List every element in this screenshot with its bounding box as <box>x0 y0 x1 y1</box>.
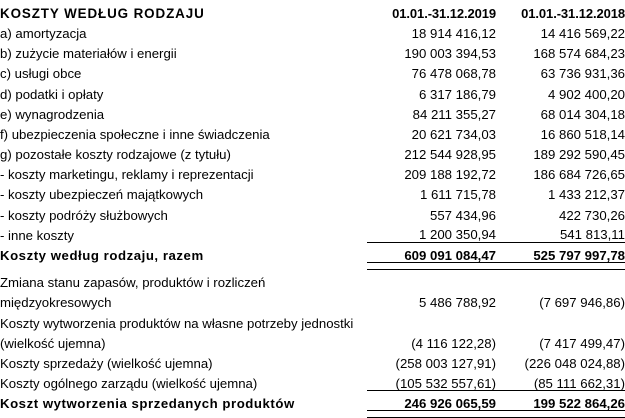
table-row <box>0 141 625 161</box>
row-label: - koszty ubezpieczeń majątkowych <box>0 187 204 203</box>
row-label: f) ubezpieczenia społeczne i inne świadczenia <box>0 126 270 142</box>
adjustment-label-line2: międzyokresowych <box>0 295 112 311</box>
total-row-costs-by-type <box>0 242 625 262</box>
adjustment-row-line1 <box>0 310 625 330</box>
row-value-2018: 1 433 212,37 <box>547 187 625 203</box>
row-label: - inne koszty <box>0 227 75 243</box>
row-label: g) pozostałe koszty rodzajowe (z tytułu) <box>0 147 231 163</box>
row-label: b) zużycie materiałów i energii <box>0 46 177 62</box>
row-value-2019: (258 003 127,91) <box>395 355 496 371</box>
row-value-2018: 16 860 518,14 <box>540 126 625 142</box>
total-value-2019: 609 091 084,47 <box>367 242 496 262</box>
row-value-2018: 541 813,11 <box>559 227 625 243</box>
adjustment-blank-2018 <box>496 310 625 330</box>
adjustment-row-selling-costs <box>0 350 625 370</box>
table-row <box>0 81 625 101</box>
rule-2019 <box>367 262 496 269</box>
adjustment-row-own-production <box>0 330 625 350</box>
adjustment-blank-2019 <box>367 310 496 330</box>
row-value-2019: 190 003 394,53 <box>404 46 496 62</box>
final-total-double-rule <box>0 411 625 418</box>
table-row <box>0 20 625 40</box>
row-value-2019: 557 434,96 <box>429 207 496 223</box>
row-value-2018: 189 292 590,45 <box>533 147 625 163</box>
row-label: - koszty podróży służbowych <box>0 207 168 223</box>
total-row-cost-of-goods-sold <box>0 390 625 410</box>
row-value-2019: 209 188 192,72 <box>404 167 496 183</box>
adjustment-label-line2: (wielkość ujemna) <box>0 335 106 351</box>
table-row <box>0 60 625 80</box>
row-label: Koszty ogólnego zarządu (wielkość ujemna) <box>0 376 258 392</box>
rule-2018 <box>496 262 625 269</box>
total-value-2018: 525 797 997,78 <box>496 242 625 262</box>
adjustment-label-line1: Zmiana stanu zapasów, produktów i rozliczeń <box>0 275 266 291</box>
total-label: Koszty według rodzaju, razem <box>0 248 204 264</box>
table-header-row <box>0 0 625 20</box>
row-value-2019: 20 621 734,03 <box>411 126 496 142</box>
row-value-2019: 18 914 416,12 <box>411 25 496 41</box>
table-row <box>0 121 625 141</box>
total-label: Koszt wytworzenia sprzedanych produktów <box>0 396 295 412</box>
row-value-2019: 1 611 715,78 <box>419 187 496 203</box>
adjustment-label-line1: Koszty wytworzenia produktów na własne potrzeby jednostki <box>0 315 354 331</box>
column-header-2019: 01.01.-31.12.2019 <box>392 6 496 21</box>
adjustment-row-inventory-change <box>0 289 625 309</box>
table-row <box>0 101 625 121</box>
rule-2018 <box>496 411 625 418</box>
rule-spacer <box>0 411 367 418</box>
adjustment-row-admin-costs <box>0 370 625 390</box>
column-header-2018: 01.01.-31.12.2018 <box>521 6 625 21</box>
row-value-2018: (226 048 024,88) <box>524 355 625 371</box>
table-row <box>0 202 625 222</box>
adjustment-value-2019: (4 116 122,28) <box>411 335 496 351</box>
adjustment-value-2018: (7 697 946,86) <box>539 295 625 311</box>
row-value-2018: 168 574 684,23 <box>533 46 625 62</box>
row-value-2018: 63 736 931,36 <box>540 66 625 82</box>
adjustment-value-2019: 5 486 788,92 <box>418 295 496 311</box>
adjustment-blank-2019 <box>367 269 496 289</box>
row-label: a) amortyzacja <box>0 25 87 41</box>
table-row <box>0 182 625 202</box>
row-value-2019: 212 544 928,95 <box>404 147 496 163</box>
row-label: d) podatki i opłaty <box>0 86 104 102</box>
row-value-2019: 1 200 350,94 <box>418 227 496 243</box>
row-label: - koszty marketingu, reklamy i reprezentacji <box>0 167 254 183</box>
row-value-2018: 422 730,26 <box>558 207 625 223</box>
row-value-2018: (85 111 662,31) <box>533 375 625 391</box>
page-title: KOSZTY WEDŁUG RODZAJU <box>0 5 205 21</box>
table-row <box>0 222 625 242</box>
adjustment-row-line1 <box>0 269 625 289</box>
total-value-2019: 246 926 065,59 <box>367 390 496 410</box>
table-row <box>0 40 625 60</box>
row-label: Koszty sprzedaży (wielkość ujemna) <box>0 355 213 371</box>
row-label: c) usługi obce <box>0 66 82 82</box>
row-value-2019: 76 478 068,78 <box>411 66 496 82</box>
row-value-2018: 186 684 726,65 <box>533 167 625 183</box>
row-value-2018: 14 416 569,22 <box>540 25 625 41</box>
total-double-rule <box>0 262 625 269</box>
row-value-2018: 68 014 304,18 <box>540 106 625 122</box>
adjustment-value-2018: (7 417 499,47) <box>539 335 625 351</box>
rule-spacer <box>0 262 367 269</box>
row-value-2019: (105 532 557,61) <box>395 375 496 391</box>
row-label: e) wynagrodzenia <box>0 106 105 122</box>
total-value-2018: 199 522 864,26 <box>496 390 625 410</box>
row-value-2018: 4 902 400,20 <box>547 86 625 102</box>
table-row <box>0 161 625 181</box>
adjustment-blank-2018 <box>496 269 625 289</box>
rule-2019 <box>367 411 496 418</box>
row-value-2019: 6 317 186,79 <box>418 86 496 102</box>
row-value-2019: 84 211 355,27 <box>412 106 496 122</box>
